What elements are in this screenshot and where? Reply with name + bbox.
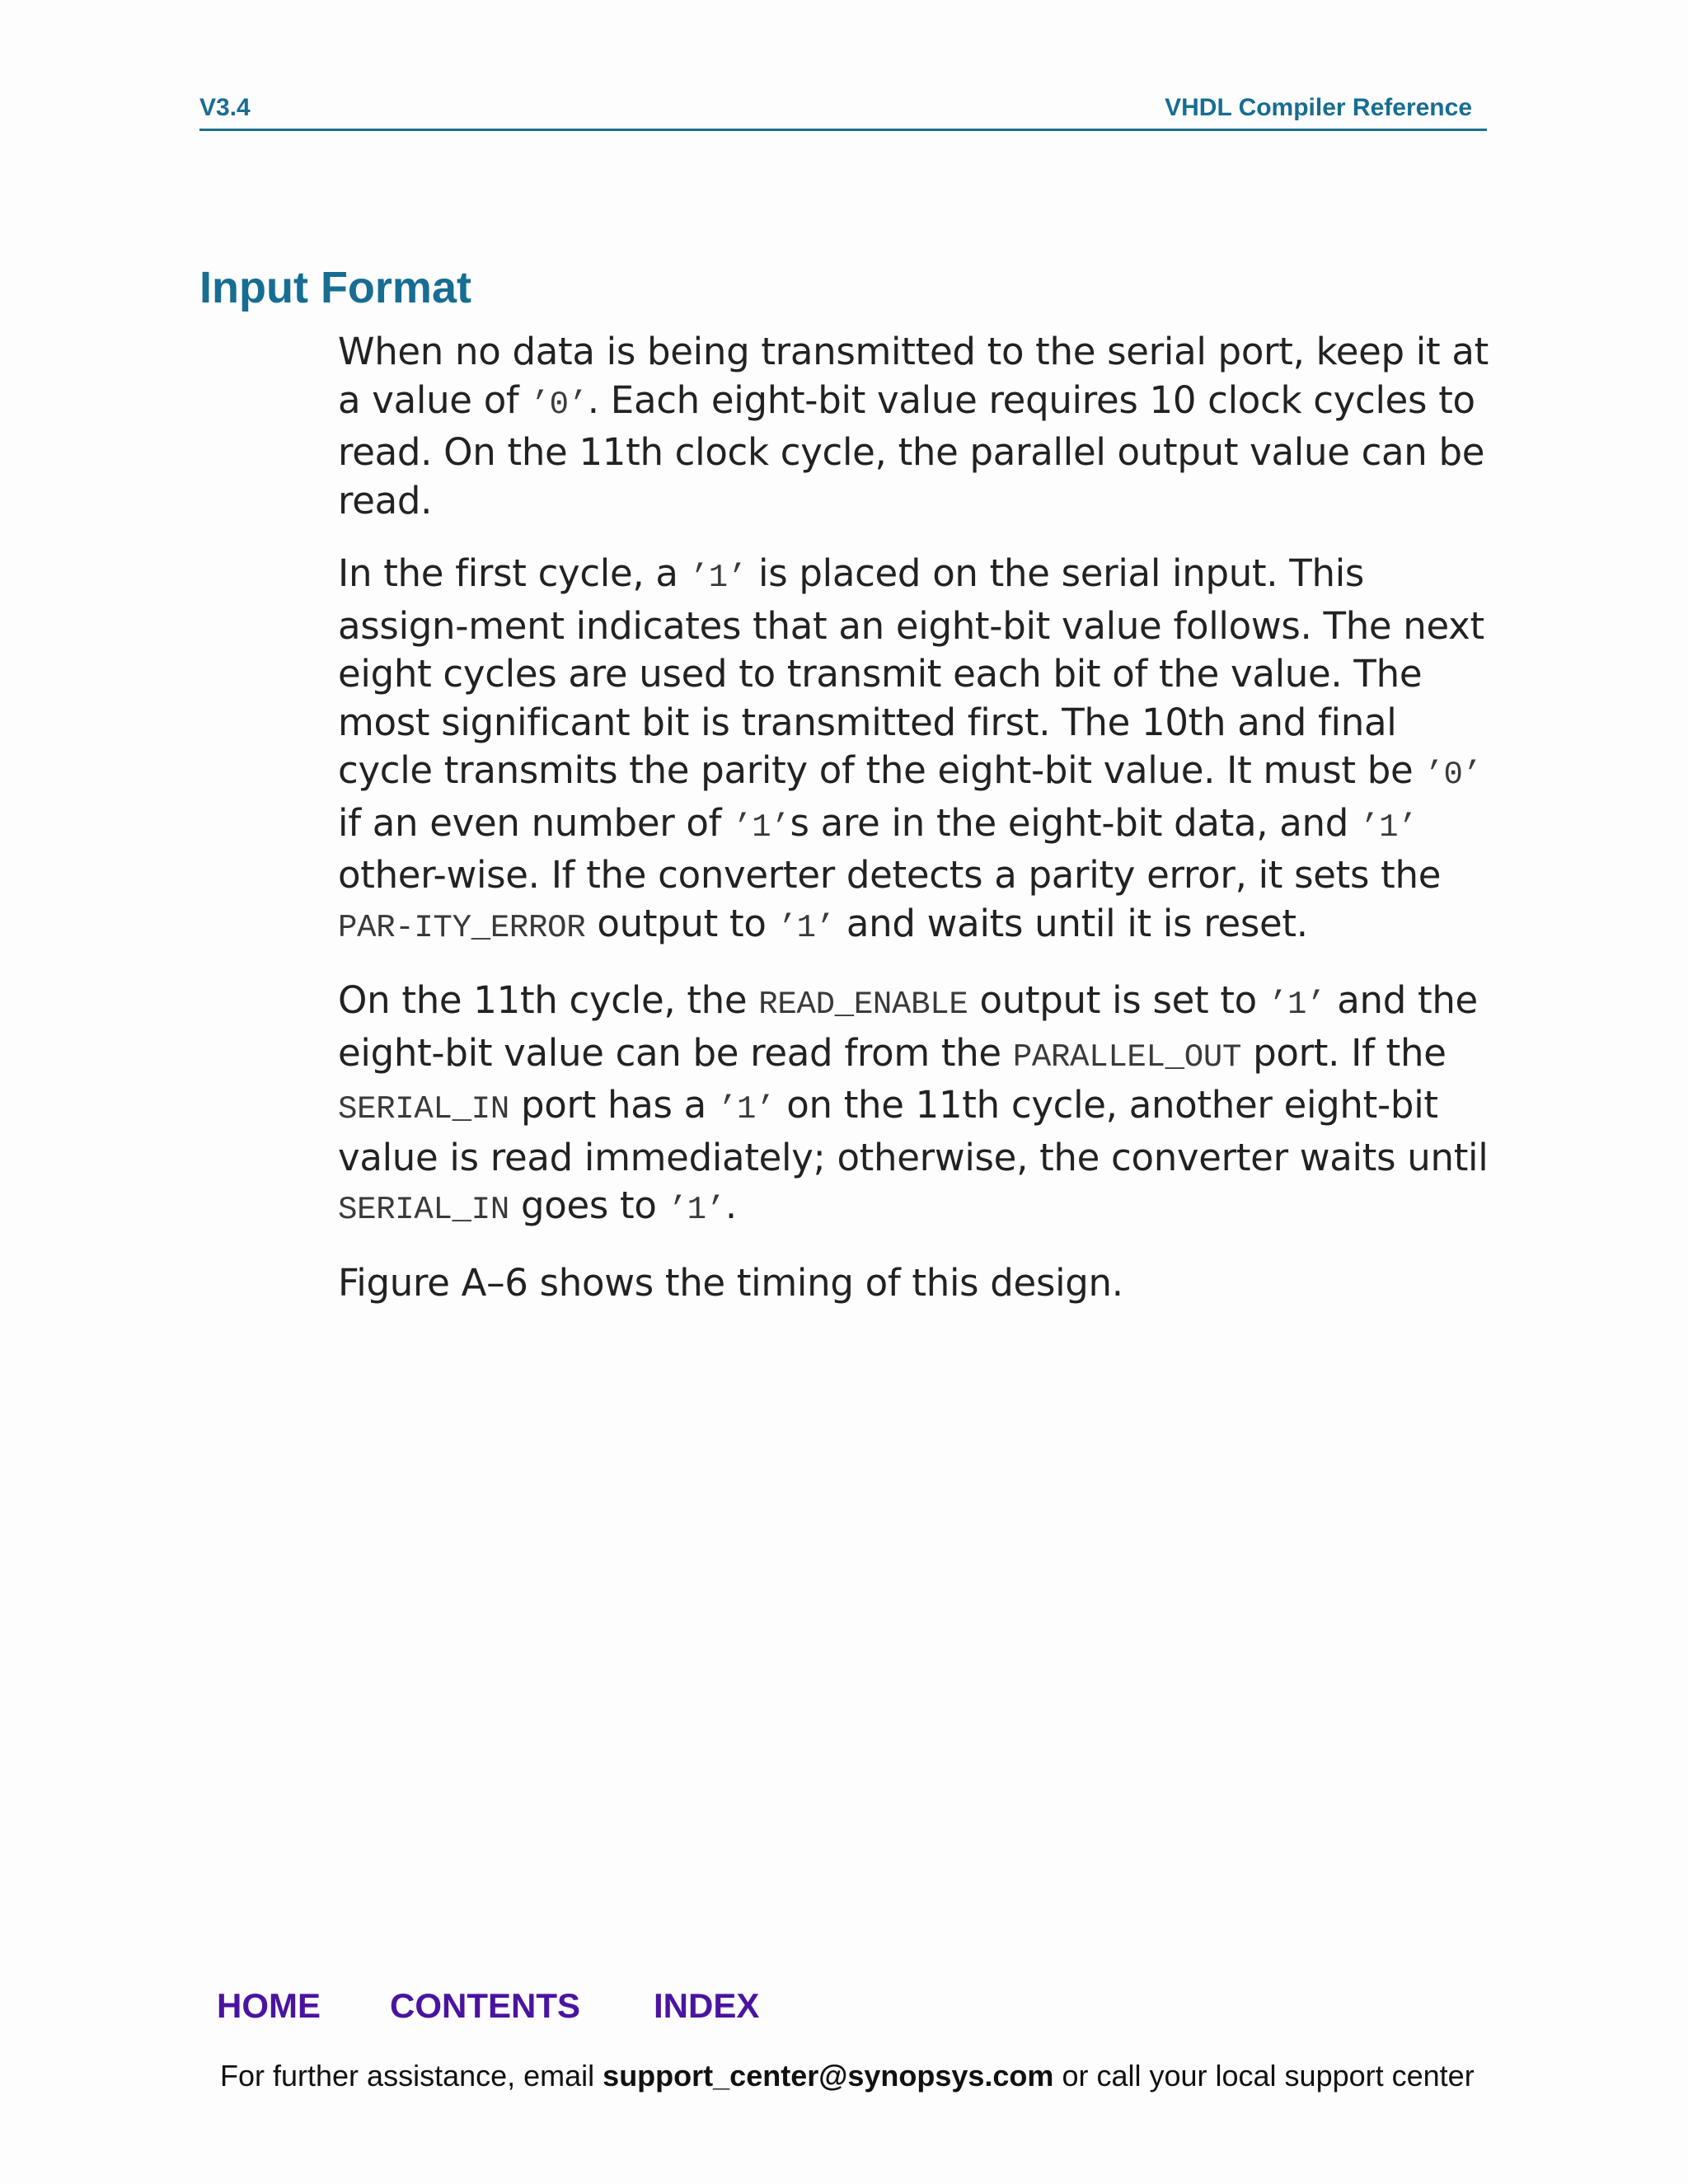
code-literal: PAR-ITY_ERROR bbox=[338, 909, 586, 946]
home-link[interactable]: HOME bbox=[217, 1986, 321, 2025]
code-literal: ’1’ bbox=[717, 1091, 776, 1127]
document-title: VHDL Compiler Reference bbox=[1165, 94, 1472, 121]
body-text bbox=[338, 328, 1492, 1332]
paragraph-1: When no data is being transmitted to the serial port, keep it at a value of ’0’. Each eight-bit value requires 10 clock cycles to read. On the 11th clock cycle, the parallel output value can be read. bbox=[338, 330, 1489, 523]
code-literal: ’0’ bbox=[530, 386, 588, 423]
code-literal: ’1’ bbox=[689, 560, 747, 596]
paragraph-4: Figure A–6 shows the timing of this design. bbox=[338, 1260, 1123, 1305]
code-literal: SERIAL_IN bbox=[338, 1192, 509, 1228]
code-literal: ’1’ bbox=[733, 808, 790, 846]
code-literal: PARALLEL_OUT bbox=[1012, 1038, 1242, 1076]
code-literal: ’0’ bbox=[1424, 757, 1482, 793]
code-literal: READ_ENABLE bbox=[758, 987, 968, 1023]
index-link[interactable]: INDEX bbox=[654, 1986, 760, 2025]
footer-suffix: or call your local support center bbox=[1053, 2059, 1475, 2093]
code-literal: ’1’ bbox=[1268, 987, 1326, 1023]
code-literal: ’1’ bbox=[777, 909, 835, 946]
contents-link[interactable]: CONTENTS bbox=[390, 1986, 580, 2025]
paragraph-3: On the 11th cycle, the READ_ENABLE output is set to ’1’ and the eight-bit value can be read from the PARALLEL_OUT port. If the SERIAL_IN port has a ’1’ on the 11th cycle, another eight-bit value is read immediately; otherwise, the converter waits until SERIAL_IN goes to ’1’. bbox=[338, 978, 1489, 1228]
support-email-link[interactable]: support_center@synopsys.com bbox=[603, 2059, 1054, 2093]
code-literal: ’1’ bbox=[668, 1192, 725, 1228]
page-header bbox=[199, 92, 1487, 131]
paragraph-2: In the first cycle, a ’1’ is placed on the serial input. This assign-ment indicates that an eight-bit value follows. The next eight cycles are used to transmit each bit of the value. The most significant bit is transmitted first. The 10th and final cycle transmits the parity of the eight-bit value. It must be ’0’ if an even number of ’1’s are in the eight-bit data, and ’1’ other-wise. If the converter detects a parity error, it sets the PAR-ITY_ERROR output to ’1’ and waits until it is reset. bbox=[338, 551, 1484, 946]
version-label: V3.4 bbox=[199, 94, 251, 121]
support-footer bbox=[220, 2059, 1475, 2093]
section-title: Input Format bbox=[199, 263, 471, 312]
code-literal: SERIAL_IN bbox=[338, 1091, 509, 1127]
footer-prefix: For further assistance, email bbox=[220, 2059, 603, 2093]
code-literal: ’1’ bbox=[1360, 808, 1418, 846]
